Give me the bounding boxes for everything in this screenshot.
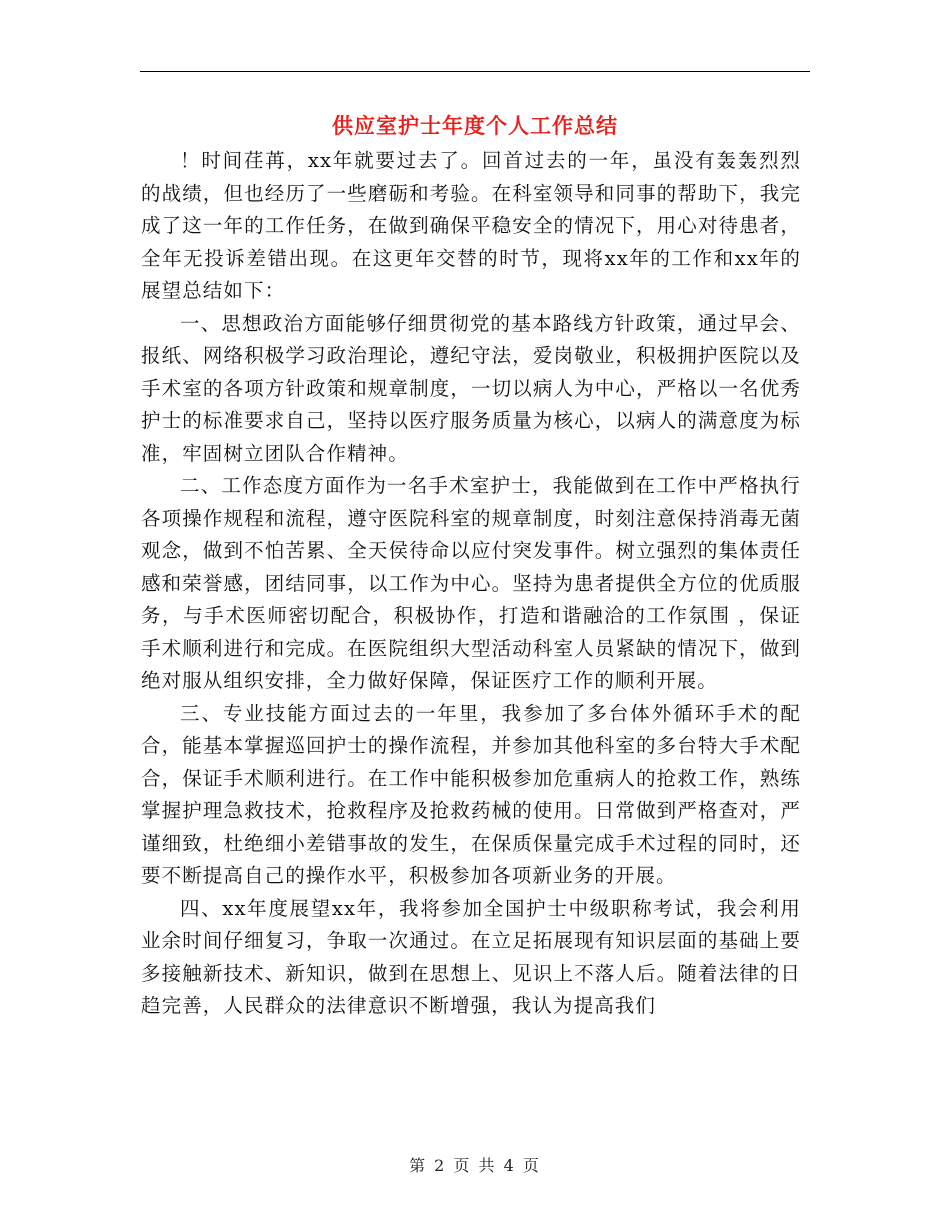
paragraph-intro: ！时间荏苒，xx年就要过去了。回首过去的一年，虽没有轰轰烈烈的战绩，但也经历了一些磨砺和考验。在科室领导和同事的帮助下，我完成了这一年的工作任务，在做到确保平稳安全的情况下，用心对待患者，全年无投诉差错出现。在这更年交替的时节，现将xx年的工作和xx年的展望总结如下： [141, 149, 801, 302]
paragraph-political: 一、思想政治方面能够仔细贯彻党的基本路线方针政策，通过早会、报纸、网络积极学习政治理论，遵纪守法，爱岗敬业，积极拥护医院以及手术室的各项方针政策和规章制度，一切以病人为中心，严格以一名优秀护士的标准要求自己，坚持以医疗服务质量为核心，以病人的满意度为标准，牢固树立团队合作精神。 [141, 311, 801, 465]
document-body [141, 145, 801, 1023]
paragraph-outlook: 四、xx年度展望xx年，我将参加全国护士中级职称考试，我会利用业余时间仔细复习，争取一次通过。在立足拓展现有知识层面的基础上要多接触新技术、新知识，做到在思想上、见识上不落人后。随着法律的日趋完善，人民群众的法律意识不断增强，我认为提高我们 [141, 896, 801, 1017]
document-title: 供应室护士年度个人工作总结 [332, 114, 618, 138]
page-number-footer: 第 2 页 共 4 页 [409, 1156, 541, 1175]
paragraph-professional-skills: 三、专业技能方面过去的一年里，我参加了多台体外循环手术的配合，能基本掌握巡回护士的操作流程，并参加其他科室的多台特大手术配合，保证手术顺利进行。在工作中能积极参加危重病人的抢救工作，熟练掌握护理急救技术，抢救程序及抢救药械的使用。日常做到严格查对，严谨细致，杜绝细小差错事故的发生，在保质保量完成手术过程的同时，还要不断提高自己的操作水平，积极参加各项新业务的开展。 [141, 701, 801, 887]
header-rule [140, 71, 810, 72]
paragraph-work-attitude: 二、工作态度方面作为一名手术室护士，我能做到在工作中严格执行各项操作规程和流程，遵守医院科室的规章制度，时刻注意保持消毒无菌观念，做到不怕苦累、全天侯待命以应付突发事件。树立强烈的集体责任感和荣誉感，团结同事，以工作为中心。坚持为患者提供全方位的优质服务，与手术医师密切配合，积极协作，打造和谐融洽的工作氛围 ，保证手术顺利进行和完成。在医院组织大型活动科室人员紧缺的情况下，做到绝对服从组织安排，全力做好保障，保证医疗工作的顺利开展。 [141, 474, 801, 692]
